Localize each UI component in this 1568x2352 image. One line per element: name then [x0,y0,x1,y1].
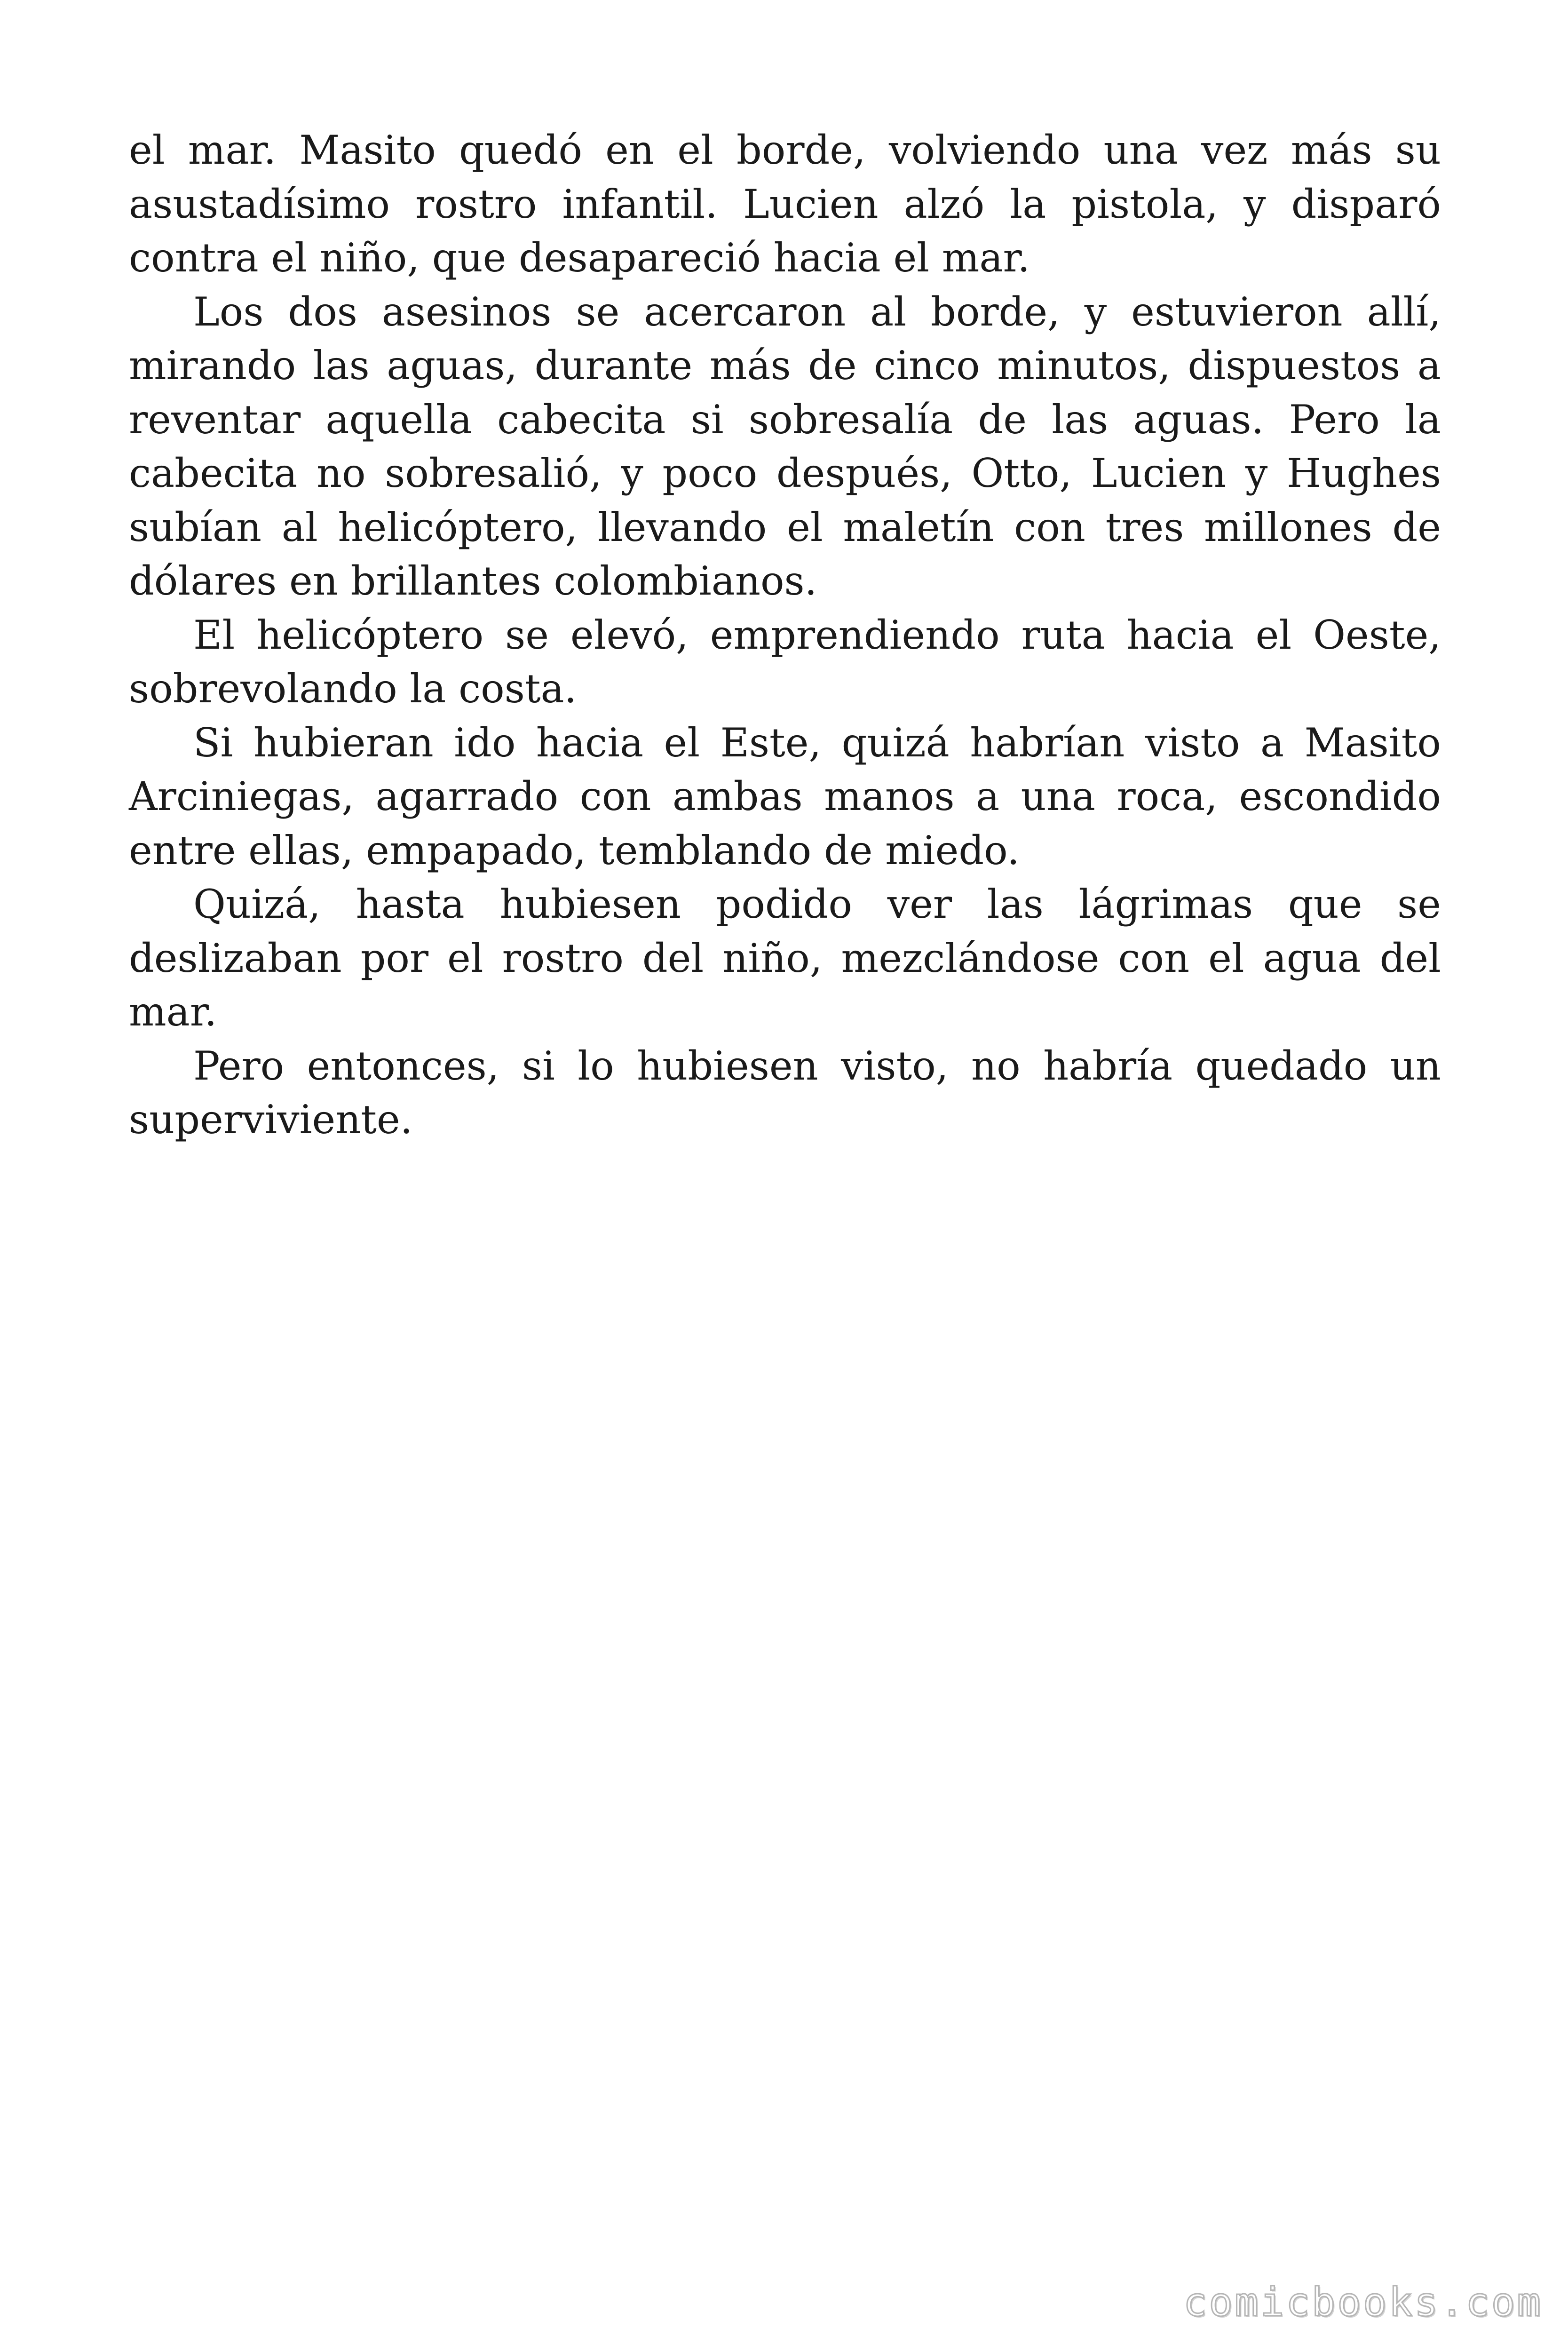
paragraph: Quizá, hasta hubiesen podido ver las lágrimas que se deslizaban por el rostro del niño, mezclándose con el agua del mar. [129,881,1441,1035]
body-text [129,123,1441,1147]
paragraph-continuation: el mar. Masito quedó en el borde, volviendo una vez más su asustadísimo rostro infantil. Lucien alzó la pistola, y disparó contra el niño, que desapareció hacia el mar. [129,127,1441,281]
paragraph: Si hubieran ido hacia el Este, quizá habrían visto a Masito Arciniegas, agarrado con ambas manos a una roca, escondido entre ellas, empapado, temblando de miedo. [129,719,1441,874]
watermark: comicbooks.com [1183,2279,1543,2325]
paragraph: Los dos asesinos se acercaron al borde, y estuvieron allí, mirando las aguas, durante más de cinco minutos, dispuestos a reventar aquella cabecita si sobresalía de las aguas. Pero la cabecita no sobresalió, y poco después, Otto, Lucien y Hughes subían al helicóptero, llevando el maletín con tres millones de dólares en brillantes colombianos. [129,288,1441,604]
paragraph: Pero entonces, si lo hubiesen visto, no habría quedado un superviviente. [129,1042,1441,1143]
paragraph: El helicóptero se elevó, emprendiendo ruta hacia el Oeste, sobrevolando la costa. [129,612,1441,712]
